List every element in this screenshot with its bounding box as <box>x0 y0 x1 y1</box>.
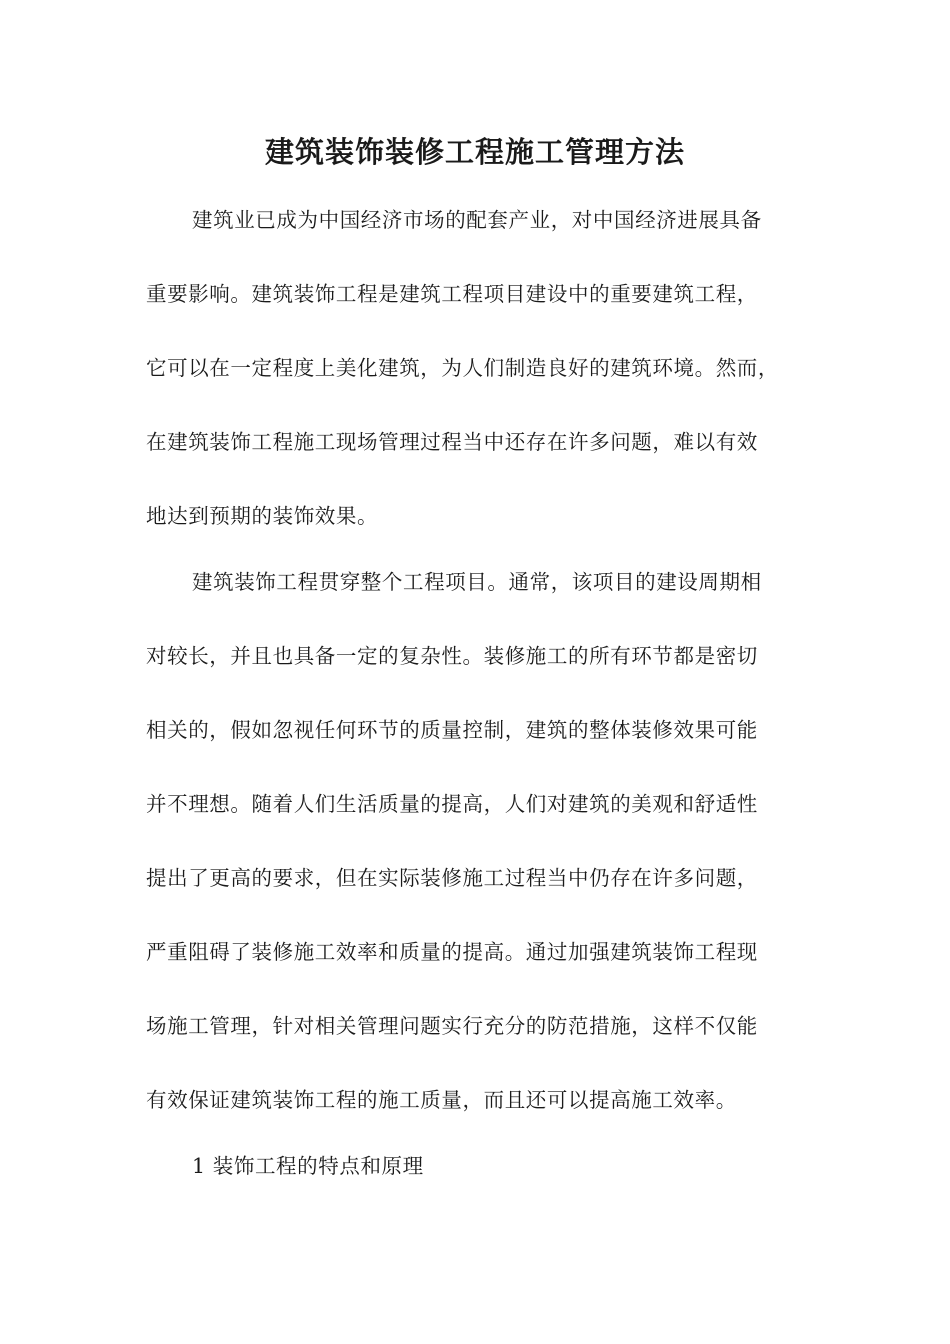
paragraph-2-line-8: 有效保证建筑装饰工程的施工质量，而且还可以提高施工效率。 <box>146 1088 737 1112</box>
paragraph-2-line-1: 建筑装饰工程贯穿整个工程项目。通常，该项目的建设周期相 <box>192 570 762 594</box>
paragraph-1-line-3: 它可以在一定程度上美化建筑，为人们制造良好的建筑环境。然而， <box>146 356 779 380</box>
paragraph-2-line-6: 严重阻碍了装修施工效率和质量的提高。通过加强建筑装饰工程现 <box>146 940 758 964</box>
section-heading: 1 装饰工程的特点和原理 <box>192 1154 424 1178</box>
paragraph-2-line-7: 场施工管理，针对相关管理问题实行充分的防范措施，这样不仅能 <box>146 1014 758 1038</box>
paragraph-2-line-2: 对较长，并且也具备一定的复杂性。装修施工的所有环节都是密切 <box>146 644 758 668</box>
paragraph-1-line-2: 重要影响。建筑装饰工程是建筑工程项目建设中的重要建筑工程， <box>146 282 758 306</box>
paragraph-1-line-1: 建筑业已成为中国经济市场的配套产业，对中国经济进展具备 <box>192 208 762 232</box>
paragraph-2-line-3: 相关的，假如忽视任何环节的质量控制，建筑的整体装修效果可能 <box>146 718 758 742</box>
paragraph-2-line-4: 并不理想。随着人们生活质量的提高，人们对建筑的美观和舒适性 <box>146 792 758 816</box>
paragraph-1-line-4: 在建筑装饰工程施工现场管理过程当中还存在许多问题，难以有效 <box>146 430 758 454</box>
paragraph-1-line-5: 地达到预期的装饰效果。 <box>146 504 379 528</box>
document-title: 建筑装饰装修工程施工管理方法 <box>264 135 685 169</box>
paragraph-2-line-5: 提出了更高的要求，但在实际装修施工过程当中仍存在许多问题， <box>146 866 758 890</box>
